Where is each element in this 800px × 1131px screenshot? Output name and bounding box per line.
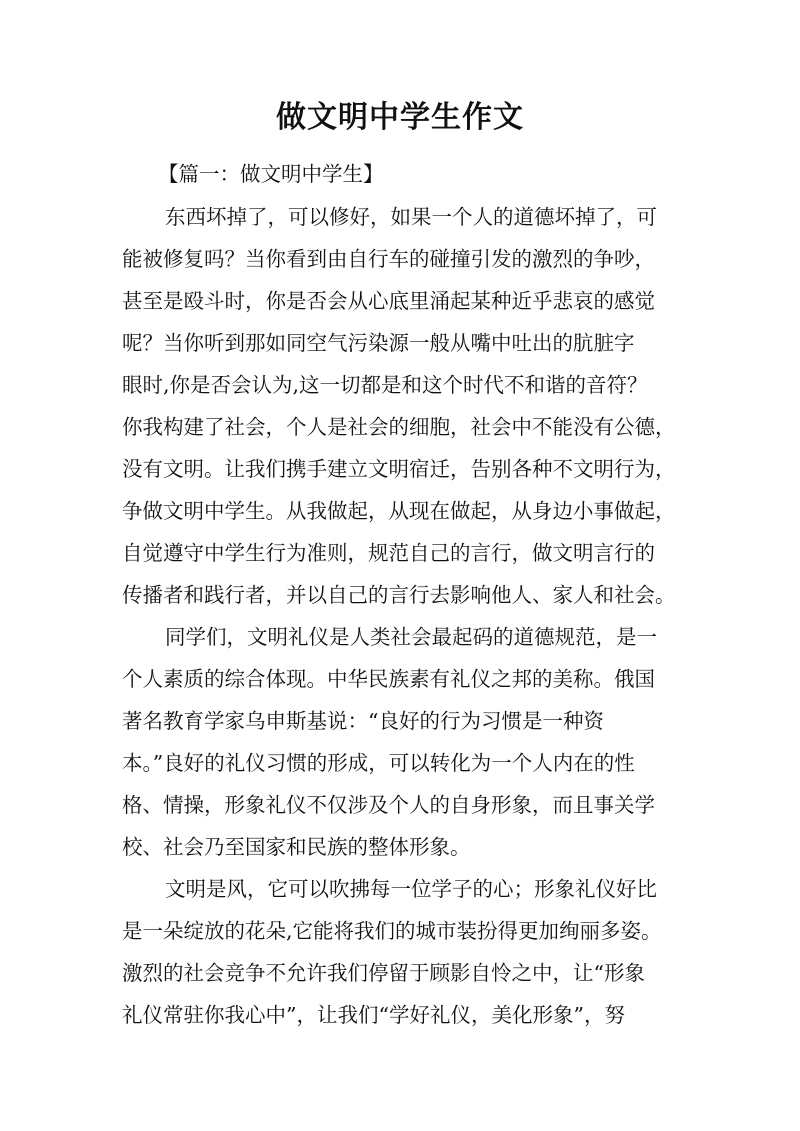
paragraph-line: 能被修复吗？当你看到由自行车的碰撞引发的激烈的争吵，	[122, 247, 655, 271]
paragraph-line: 格、情操，形象礼仪不仅涉及个人的自身形象，而且事关学	[122, 793, 655, 817]
paragraph-line: 本。”良好的礼仪习惯的形成，可以转化为一个人内在的性	[122, 751, 635, 775]
paragraph-line: 著名教育学家乌申斯基说：“良好的行为习惯是一种资	[122, 709, 604, 733]
paragraph-line: 呢？当你听到那如同空气污染源一般从嘴中吐出的肮脏字	[122, 331, 635, 355]
paragraph-line: 同学们，文明礼仪是人类社会最起码的道德规范，是一	[165, 625, 657, 649]
paragraph-line: 传播者和践行者，并以自己的言行去影响他人、家人和社会。	[122, 583, 676, 607]
paragraph-line: 甚至是殴斗时，你是否会从心底里涌起某种近乎悲哀的感觉	[122, 289, 655, 313]
paragraph-line: 激烈的社会竞争不允许我们停留于顾影自怜之中，让“形象	[122, 961, 645, 985]
document-title: 做文明中学生作文	[276, 100, 524, 135]
paragraph-line: 争做文明中学生。从我做起，从现在做起，从身边小事做起，	[122, 499, 676, 523]
paragraph-line: 你我构建了社会，个人是社会的细胞，社会中不能没有公德，	[122, 415, 676, 439]
paragraph-line: 礼仪常驻你我心中”，让我们“学好礼仪，美化形象”，努	[122, 1003, 625, 1027]
paragraph-line: 文明是风，它可以吹拂每一位学子的心；形象礼仪好比	[165, 877, 657, 901]
paragraph-line: 没有文明。让我们携手建立文明宿迁，告别各种不文明行为，	[122, 457, 676, 481]
paragraph-line: 自觉遵守中学生行为准则，规范自己的言行，做文明言行的	[122, 541, 655, 565]
paragraph-line: 校、社会乃至国家和民族的整体形象。	[122, 835, 471, 859]
paragraph-line: 是一朵绽放的花朵,它能将我们的城市装扮得更加绚丽多姿。	[122, 919, 662, 943]
paragraph-line: 东西坏掉了，可以修好，如果一个人的道德坏掉了，可	[165, 205, 657, 229]
section-heading: 【篇一：做文明中学生】	[158, 162, 384, 186]
paragraph-line: 眼时,你是否会认为,这一切都是和这个时代不和谐的音符？	[122, 373, 648, 397]
paragraph-line: 个人素质的综合体现。中华民族素有礼仪之邦的美称。俄国	[122, 667, 655, 691]
